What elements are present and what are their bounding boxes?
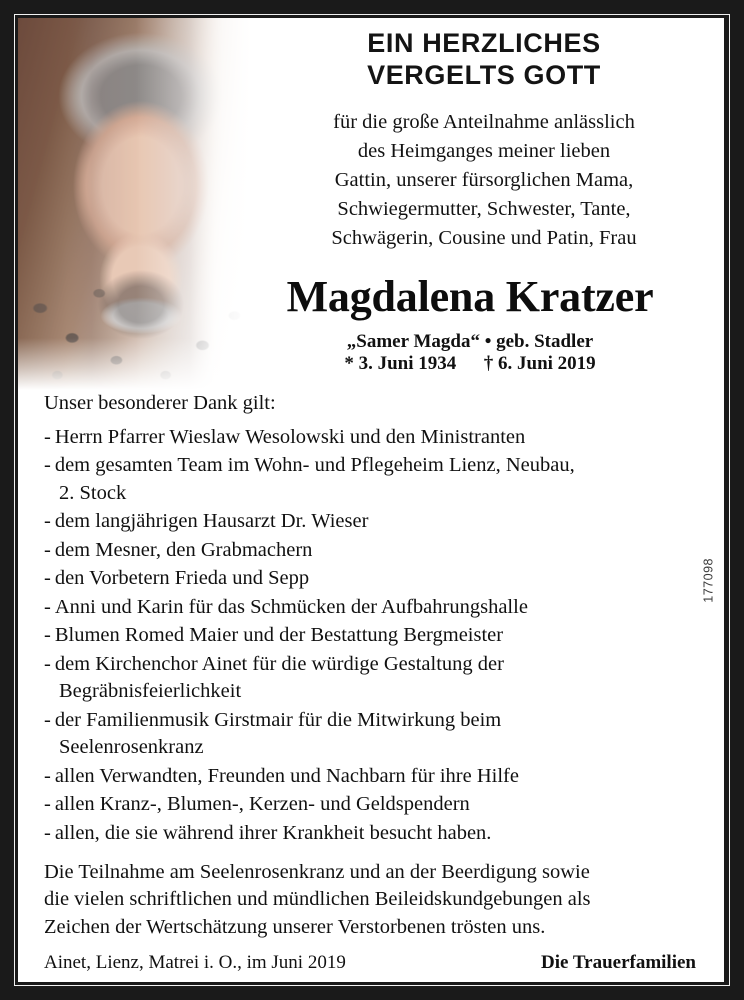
thanks-item: - der Familienmusik Girstmair für die Mitwirkung beim Seelenrosenkranz — [44, 708, 502, 759]
list-dash: - — [44, 821, 51, 844]
closing-line: Zeichen der Wertschätzung unserer Verstorbenen trösten uns. — [44, 915, 546, 938]
list-dash: - — [44, 454, 51, 477]
birth-date: 3. Juni 1934 — [358, 353, 457, 374]
intro-line: Schwägerin, Cousine und Patin, Frau — [331, 227, 637, 250]
intro-paragraph — [256, 108, 712, 254]
thanks-item: - allen Verwandten, Freunden und Nachbarn für ihre Hilfe — [44, 764, 519, 787]
thanks-item: - dem Mesner, den Grabmachern — [44, 538, 313, 561]
list-dash: - — [44, 793, 51, 816]
list-dash: - — [44, 764, 51, 787]
intro-line: Schwiegermutter, Schwester, Tante, — [337, 198, 631, 221]
list-dash: - — [44, 624, 51, 647]
closing-paragraph — [44, 859, 708, 941]
list-dash: - — [44, 595, 51, 618]
thanks-lead: Unser besonderer Dank gilt: — [44, 392, 276, 414]
thanks-item: - dem Kirchenchor Ainet für die würdige Gestaltung der Begräbnisfeierlichkeit — [44, 652, 504, 703]
list-dash: - — [44, 652, 51, 675]
deceased-name: Magdalena Kratzer — [286, 272, 654, 321]
thanks-item: - dem gesamten Team im Wohn- und Pflegeheim Lienz, Neubau, 2. Stock — [44, 454, 575, 504]
life-dates — [224, 352, 716, 375]
footer-family: Die Trauerfamilien — [541, 952, 696, 973]
closing-line: Die Teilnahme am Seelenrosenkranz und an der Beerdigung sowie — [44, 861, 590, 883]
list-dash: - — [44, 538, 51, 561]
headline — [264, 28, 704, 91]
thanks-list — [44, 424, 704, 848]
death-date: 6. Juni 2019 — [498, 353, 596, 374]
thanks-item: - allen Kranz-, Blumen-, Kerzen- und Geldspendern — [44, 793, 470, 816]
footer-place-date: Ainet, Lienz, Matrei i. O., im Juni 2019 — [44, 952, 346, 973]
alias-and-maiden-name: „Samer Magda“ • geb. Stadler — [346, 331, 594, 352]
death-symbol: † — [483, 353, 494, 374]
list-dash: - — [44, 510, 51, 533]
list-dash: - — [44, 708, 51, 731]
headline-line-2: VERGELTS GOTT — [367, 59, 601, 90]
closing-line: die vielen schriftlichen und mündlichen Beileidskundgebungen als — [44, 888, 591, 911]
notice-card — [18, 18, 724, 982]
list-dash: - — [44, 426, 51, 448]
birth-symbol: * — [344, 353, 354, 374]
thanks-item: - dem langjährigen Hausarzt Dr. Wieser — [44, 510, 369, 533]
reference-code: 177098 — [702, 558, 716, 603]
headline-line-1: EIN HERZLICHES — [367, 28, 601, 58]
intro-line: Gattin, unserer fürsorglichen Mama, — [334, 169, 634, 192]
thanks-item: - Anni und Karin für das Schmücken der Aufbahrungshalle — [44, 595, 528, 618]
thanks-item: - den Vorbetern Frieda und Sepp — [44, 567, 310, 590]
thanks-item: - allen, die sie während ihrer Krankheit besucht haben. — [44, 821, 492, 844]
thanks-item: - Herrn Pfarrer Wieslaw Wesolowski und den Ministranten — [44, 426, 526, 448]
intro-line: für die große Anteilnahme anlässlich — [333, 111, 635, 133]
list-dash: - — [44, 567, 51, 590]
thanks-item: - Blumen Romed Maier und der Bestattung Bergmeister — [44, 624, 504, 647]
intro-line: des Heimganges meiner lieben — [357, 140, 611, 163]
